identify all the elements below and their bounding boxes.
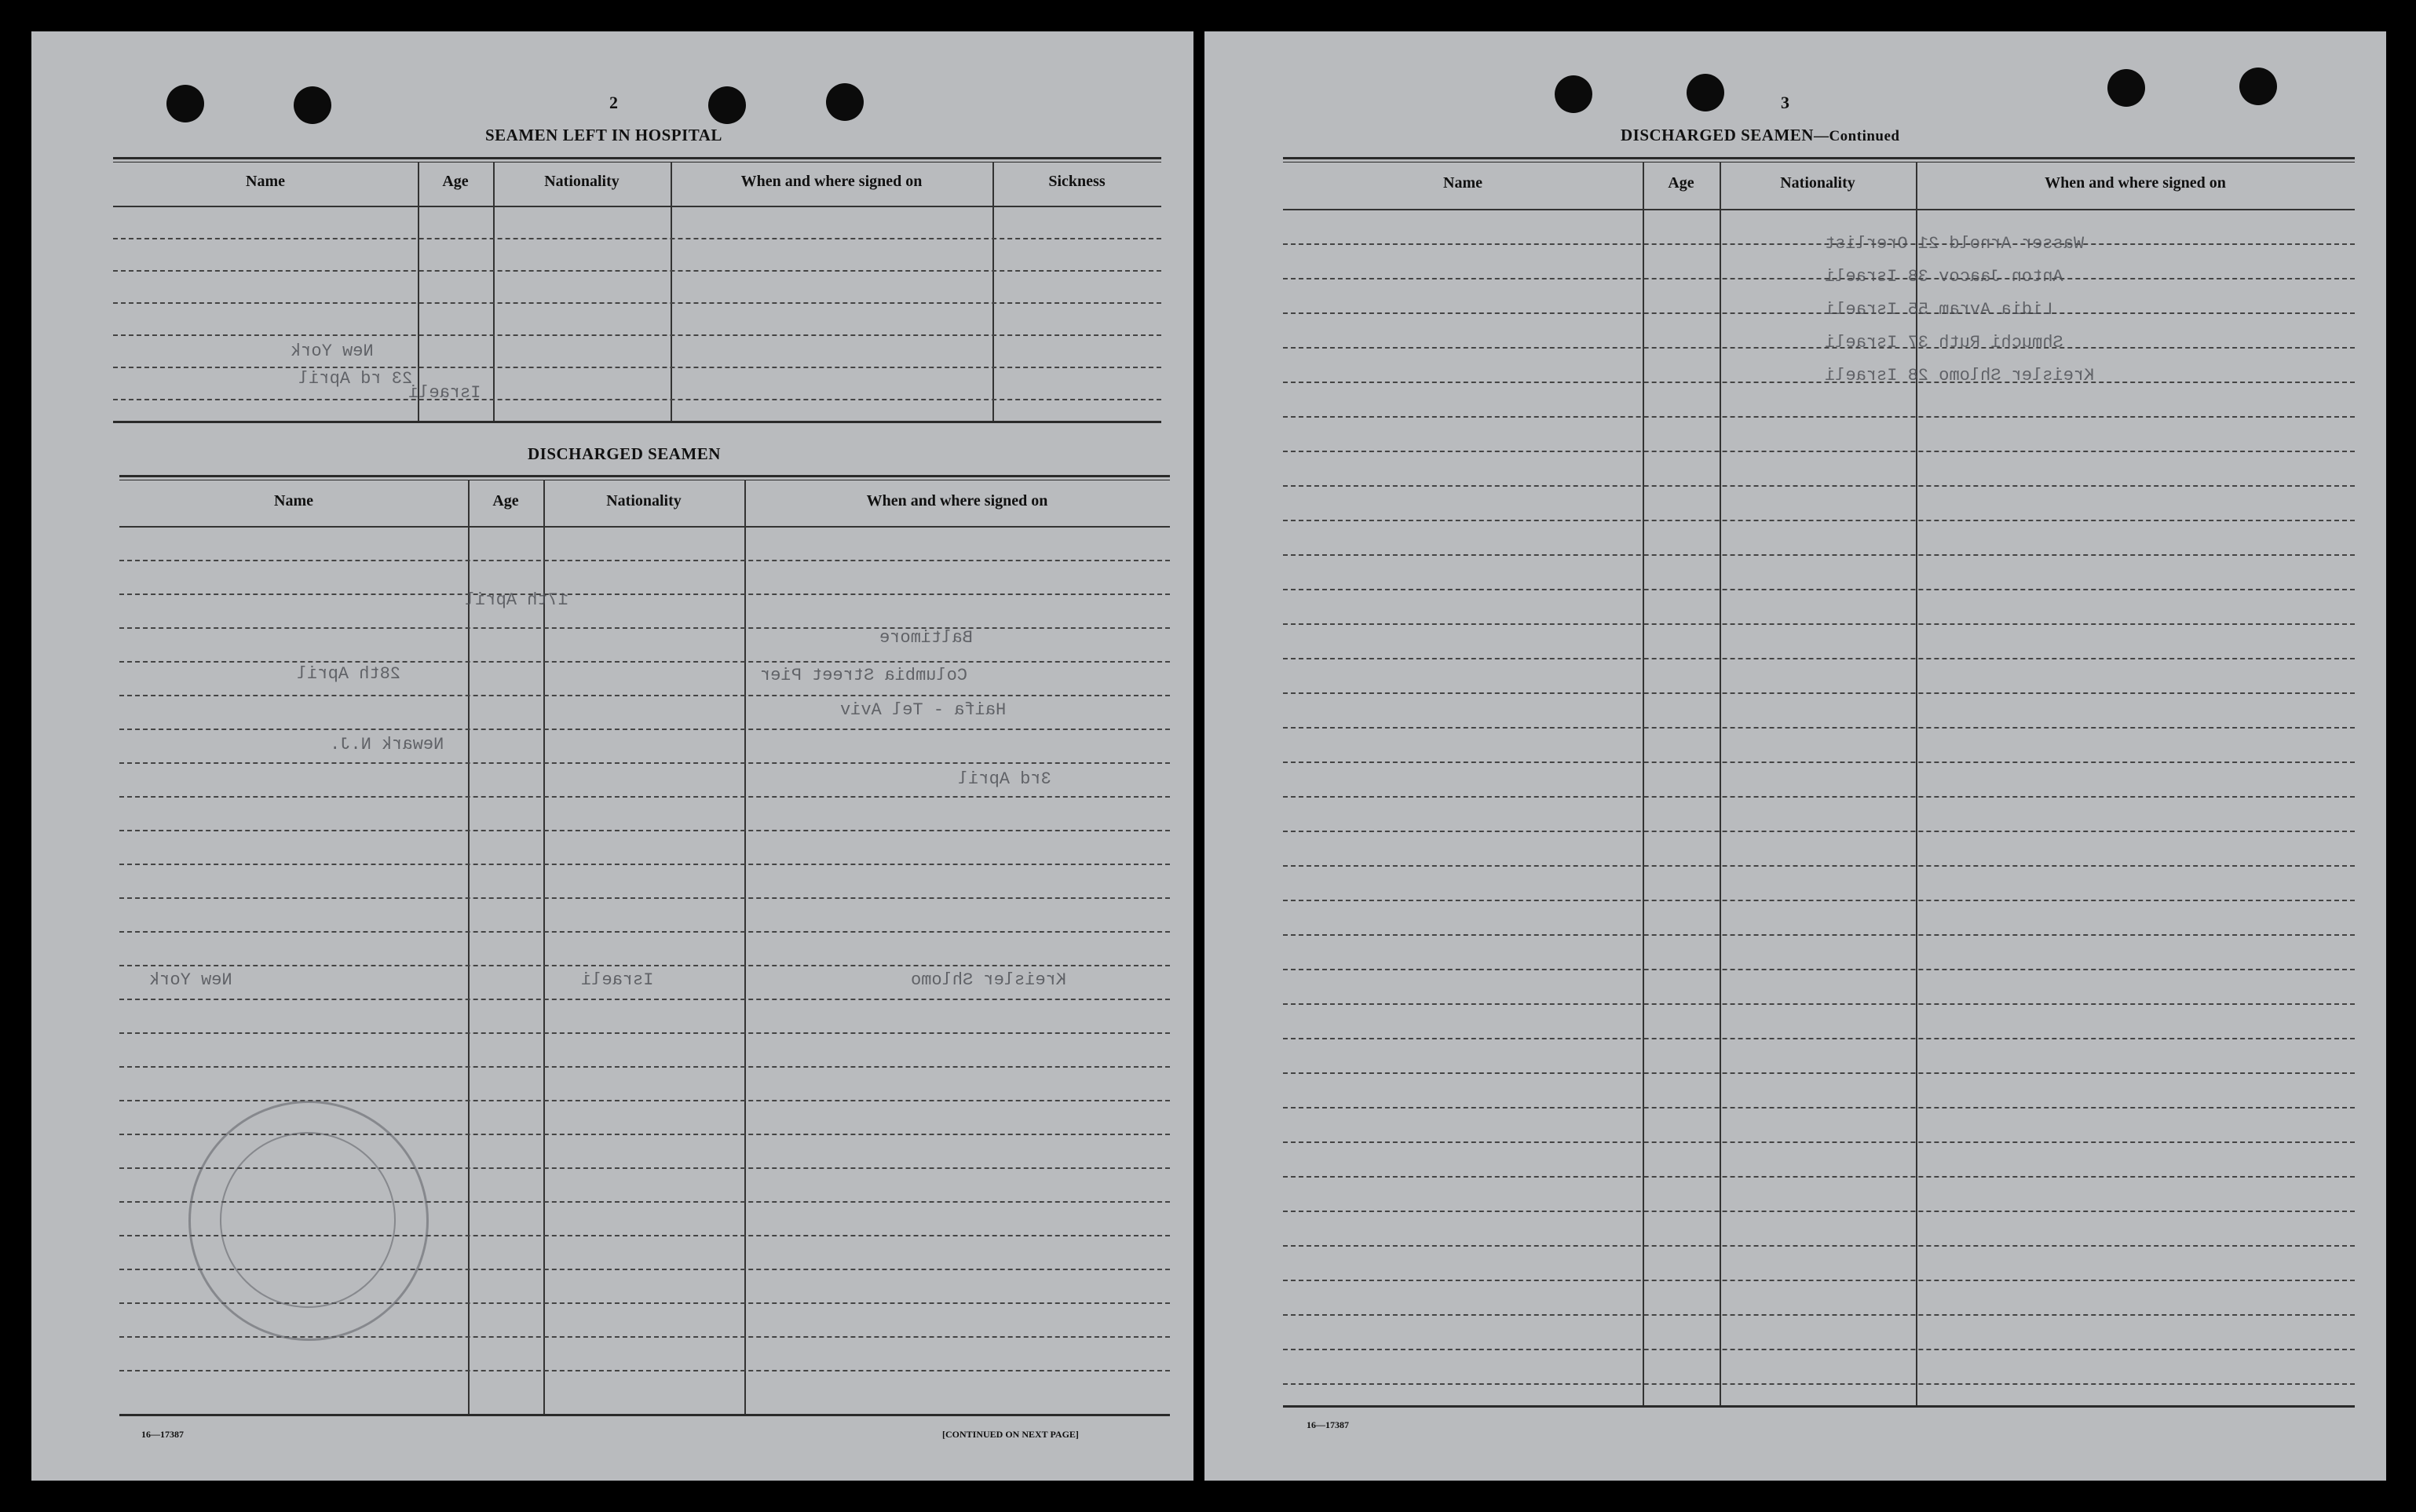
discharged-continued-title [1621, 126, 1899, 145]
bleed-through-text: Shmuchi Ruth 37 Israeli [1825, 333, 2063, 352]
hospital-table [113, 157, 1161, 424]
punch-hole [1687, 74, 1724, 111]
bleed-through-text: Anton Jaacov 38 Israeli [1825, 267, 2063, 287]
bleed-through-text: Lidia Avram 55 Israeli [1825, 300, 2053, 320]
hospital-col-name: Name [246, 173, 285, 190]
title-main: DISCHARGED SEAMEN [1621, 126, 1814, 144]
page-number: 2 [609, 93, 618, 112]
bleed-through-text: Baltimore [879, 628, 973, 648]
form-number: 16—17387 [1307, 1419, 1349, 1430]
left-page [31, 31, 1193, 1481]
discharged-col-name: Name [274, 492, 313, 509]
bleed-through-text: Israeli [408, 383, 481, 403]
punch-hole [2107, 69, 2145, 107]
bleed-through-text: Haifa - Tel Aviv [840, 700, 1007, 720]
discharged-col-signed-on: When and where signed on [866, 492, 1048, 509]
form-number: 16—17387 [141, 1429, 184, 1440]
hospital-col-sickness: Sickness [1048, 173, 1106, 190]
punch-hole [2239, 68, 2277, 105]
continued-col-age: Age [1668, 174, 1694, 192]
continued-note: [CONTINUED ON NEXT PAGE] [942, 1429, 1079, 1440]
hospital-col-age: Age [442, 173, 469, 190]
hospital-col-signed-on: When and where signed on [740, 173, 923, 190]
page-number: 3 [1781, 93, 1789, 112]
bleed-through-text: 23 rd April [298, 369, 413, 389]
bleed-through-text: 28th April [297, 664, 401, 684]
bleed-through-text: New York [149, 970, 232, 990]
bleed-through-text: Newark N.J. [330, 735, 444, 754]
punch-hole [826, 83, 864, 121]
bleed-through-text: Kreisler Shlomo 28 Israeli [1825, 366, 2095, 385]
hospital-section-title: SEAMEN LEFT IN HOSPITAL [485, 126, 722, 144]
bleed-through-text: Kreisler Shlomo [911, 970, 1067, 990]
punch-hole [294, 86, 331, 124]
hospital-col-nationality: Nationality [544, 173, 620, 190]
discharged-continued-table [1283, 157, 2355, 1409]
continued-col-name: Name [1443, 174, 1482, 192]
punch-hole [708, 86, 746, 124]
right-page [1204, 31, 2386, 1481]
customs-stamp-inner [220, 1132, 396, 1308]
continued-col-nationality: Nationality [1780, 174, 1855, 192]
discharged-section-title: DISCHARGED SEAMEN [528, 444, 721, 463]
bleed-through-text: 17th April [465, 590, 569, 610]
bleed-through-text: Wasser Arnold 21 Orerlist [1825, 234, 2085, 254]
bleed-through-text: New York [291, 341, 374, 361]
bleed-through-text: 3rd April [958, 769, 1051, 789]
punch-hole [166, 85, 204, 122]
title-suffix: —Continued [1813, 128, 1900, 144]
bleed-through-text: Columbia Street Pier [760, 666, 968, 685]
bleed-through-text: Israeli [581, 970, 654, 990]
punch-hole [1555, 75, 1592, 113]
continued-col-signed-on: When and where signed on [2045, 174, 2226, 192]
discharged-col-nationality: Nationality [606, 492, 682, 509]
discharged-col-age: Age [492, 492, 519, 509]
